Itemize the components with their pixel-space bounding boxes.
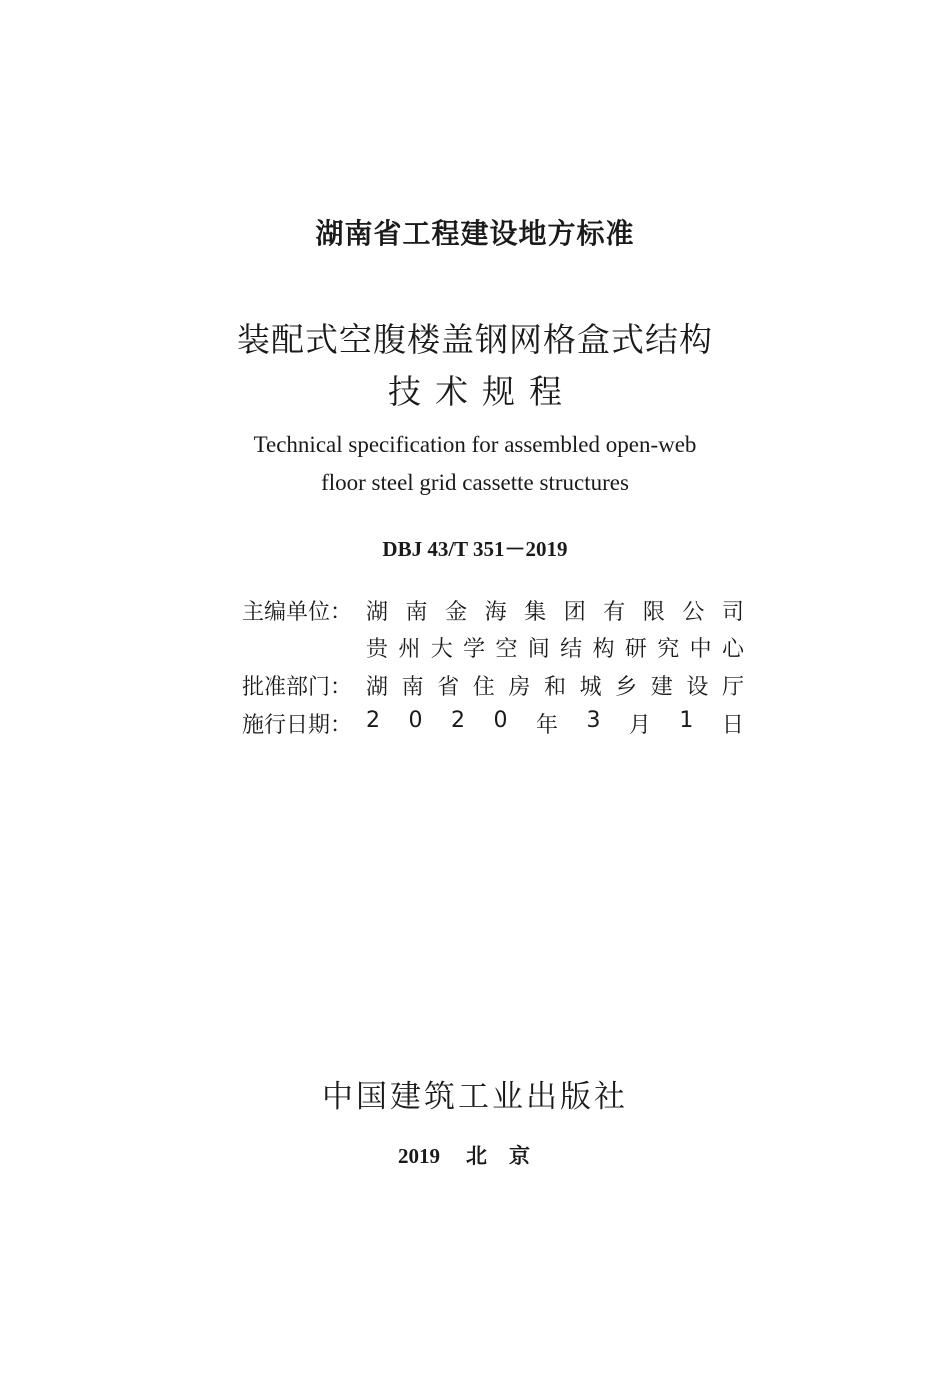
standard-series: 湖南省工程建设地方标准	[315, 217, 635, 250]
meta-char: 集	[524, 599, 547, 625]
approver-value	[366, 670, 752, 701]
meta-char: 究	[657, 636, 680, 662]
meta-char: 城	[579, 674, 602, 700]
meta-char: 有	[603, 599, 626, 625]
approver-label: 批准部门：	[242, 674, 353, 700]
meta-char: 大	[430, 636, 453, 662]
meta-char: 设	[686, 674, 709, 700]
meta-char: 厅	[721, 674, 744, 700]
meta-char: 湖	[366, 599, 389, 625]
standard-code: DBJ 43/T 351－2019	[382, 537, 568, 561]
meta-char: 2	[366, 707, 380, 733]
meta-char: 研	[624, 636, 647, 662]
meta-char: 2	[450, 707, 465, 733]
meta-char: 房	[508, 674, 531, 700]
title-english-line-2: floor steel grid cassette structures	[321, 470, 629, 495]
title-chinese-line-2: 技术规程	[388, 372, 576, 411]
effective-label: 施行日期：	[242, 712, 353, 738]
effective-date-value	[366, 708, 752, 739]
meta-char: 和	[543, 674, 566, 700]
meta-char: 心	[721, 636, 744, 662]
meta-char: 0	[493, 707, 508, 733]
meta-char: 司	[721, 599, 744, 625]
meta-char: 1	[679, 707, 694, 733]
meta-row-approver	[242, 667, 752, 703]
title-chinese-line-1: 装配式空腹楼盖钢网格盒式结构	[237, 320, 713, 359]
meta-char: 日	[721, 712, 744, 738]
meta-char: 金	[445, 599, 468, 625]
meta-char: 海	[484, 599, 507, 625]
meta-char: 贵	[366, 636, 389, 662]
publication-city: 北京	[466, 1144, 552, 1168]
meta-char: 学	[463, 636, 486, 662]
meta-char: 住	[472, 674, 495, 700]
meta-char: 年	[535, 712, 558, 738]
meta-char: 州	[398, 636, 421, 662]
meta-char: 省	[437, 674, 460, 700]
meta-char: 结	[560, 636, 583, 662]
editor-value-1	[366, 595, 752, 626]
meta-char: 建	[650, 674, 673, 700]
title-english-line-1: Technical specification for assembled open-web	[253, 432, 697, 457]
meta-char: 乡	[615, 674, 638, 700]
meta-row-editor-2	[242, 629, 752, 665]
meta-char: 构	[592, 636, 615, 662]
editor-value-2	[366, 632, 752, 663]
meta-char: 南	[401, 674, 424, 700]
meta-char: 0	[408, 707, 423, 733]
meta-char: 月	[628, 712, 651, 738]
meta-char: 湖	[366, 674, 389, 700]
publication-place	[0, 1140, 950, 1170]
meta-char: 空	[495, 636, 518, 662]
meta-char: 3	[586, 707, 601, 733]
editor-label: 主编单位：	[242, 599, 353, 625]
meta-char: 间	[527, 636, 550, 662]
meta-char: 中	[689, 636, 712, 662]
publisher: 中国建筑工业出版社	[322, 1079, 628, 1115]
meta-row-editor	[242, 592, 752, 628]
meta-char: 南	[405, 599, 428, 625]
meta-char: 公	[682, 599, 705, 625]
meta-row-effective	[242, 705, 752, 741]
publication-year: 2019	[398, 1144, 440, 1168]
meta-char: 限	[642, 599, 665, 625]
meta-char: 团	[563, 599, 586, 625]
